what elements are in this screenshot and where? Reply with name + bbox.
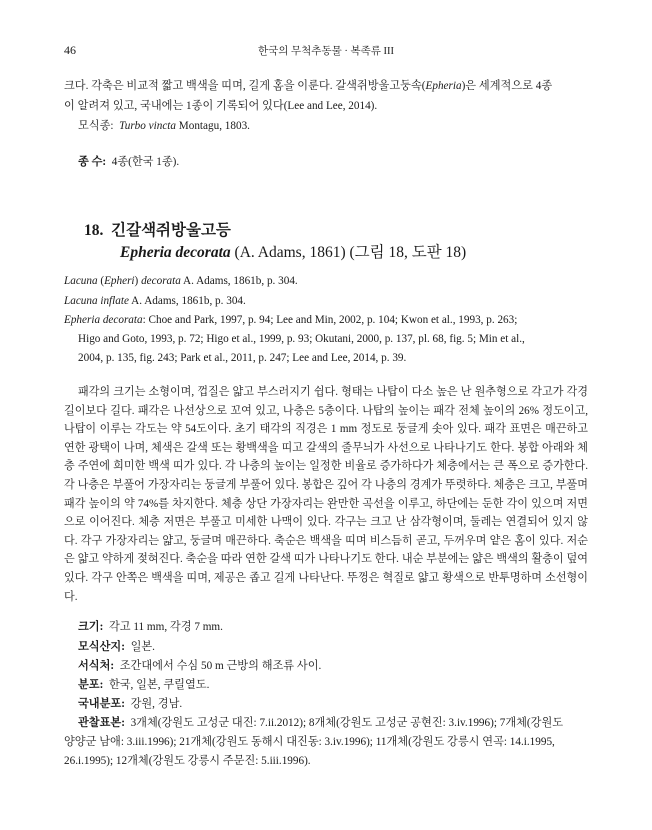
synonym-3-cont-1: Higo and Goto, 1993, p. 72; Higo et al., 1999, p. 93; Okutani, 2000, p. 137, pl. 68, fig. 5; Min et al., [78,333,525,345]
running-header: 한국의 무척추동물 · 복족류 III [257,46,395,57]
type-locality-row: 모식산지: 일본. [78,641,155,653]
size-row: 크기: 각고 11 mm, 각경 7 mm. [78,621,223,633]
synonym-3: Epheria decorata: Choe and Park, 1997, p. 94; Lee and Min, 2002, p. 104; Kwon et al., 1993, p. 263; [64,314,518,326]
page-number: 46 [64,43,76,57]
synonym-3-cont-2: 2004, p. 135, fig. 243; Park et al., 2011, p. 247; Lee and Lee, 2014, p. 39. [78,352,407,364]
description-text: 패각의 크기는 소형이며, 껍질은 얇고 부스러지기 쉽다. 형태는 나탑이 다소 높은 난 원추형으로 각고가 각경 길이보다 길다. 패각은 나선상으로 꼬여 있고, 나층은 5층이다. 나탑의 높이는 패각 전체 높이의 26% 정도이고, 나탑이 이루는 각도는 약 54도이다. 초기 태각의 직경은 1 mm 정도로 둥글게 솟아 있다. 패각 표면은 매끈하고 연한 광택이 나며, 체색은 갈색 또는 황백색을 띠고 갈색의 줄무늬가 사선으로 나타나기도 한다. 봉합 아래와 체층 주연에 희미한 백색 띠가 있다. 각 나층의 높이는 일정한 비율로 증가하다가 체층에서는 큰 폭으로 증가한다. 각 나층은 부풀어 가장자리는 둥글게 부풀어 있다. 봉합은 깊어 각 나층의 경계가 뚜렷하다. 체층은 크고, 부풀며 패각 높이의 약 74%를 차지한다. 체층 상단 가장자리는 완만한 곡선을 이루고, 하단에는 둔한 각이 있으며 저면으로 이어진다. 체층 저면은 부풀고 미세한 나맥이 있다. 각구는 크고 난 삼각형이며, 둘레는 연결되어 있지 않다. 각구 가장자리는 얇고, 둥글며 매끈하다. 축순은 백색을 띠며 비스듬히 곧고, 두꺼우며 얕은 홈이 있다. 저순은 얇고 약하게 젖혀진다. 축순을 따라 연한 갈색 띠가 나타나기도 한다. 내순 부분에는 얇은 백색의 활층이 덮여 있다. 각구 안쪽은 백색을 띠며, 제공은 좁고 길게 나타난다. 뚜껑은 혁질로 얇고 황색으로 반투명하며 소선형이다. [64,386,588,603]
type-species: 모식종: Turbo vincta Montagu, 1803. [78,120,250,132]
species-heading: 18. 긴갈색쥐방울고등 [84,222,231,239]
domestic-distribution-row: 국내분포: 강원, 경남. [78,698,183,710]
species-count: 종 수: 4종(한국 1종). [78,156,180,168]
synonym-2: Lacuna inflate A. Adams, 1861b, p. 304. [64,295,246,307]
specimens-cont-2: 26.i.1995); 12개체(강원도 강릉시 주문진: 5.iii.1996). [64,755,311,767]
description-paragraph [64,383,588,606]
species-scientific-heading: Epheria decorata (A. Adams, 1861) (그림 18, 도판 18) [120,244,467,261]
synonym-1: Lacuna (Epheri) decorata A. Adams, 1861b, p. 304. [64,275,298,287]
specimens-row: 관찰표본: 3개체(강원도 고성군 대진: 7.ii.2012); 8개체(강원도 고성군 공현진: 3.iv.1996); 7개체(강원도 [78,717,564,729]
specimens-cont-1: 양양군 남애: 3.iii.1996); 21개체(강원도 동해시 대진동: 3.iv.1996); 11개체(강원도 강릉시 연곡: 14.i.1995, [64,736,555,748]
distribution-row: 분포: 한국, 일본, 쿠릴열도. [78,679,210,691]
intro-line-2: 이 알려져 있고, 국내에는 1종이 기록되어 있다(Lee and Lee, 2014). [64,100,378,112]
intro-line-1: 크다. 각축은 비교적 짧고 백색을 띠며, 길게 홈을 이룬다. 갈색쥐방울고둥속(Epheria)은 세계적으로 4종 [64,80,553,92]
habitat-row: 서식처: 조간대에서 수심 50 m 근방의 해조류 사이. [78,660,322,672]
